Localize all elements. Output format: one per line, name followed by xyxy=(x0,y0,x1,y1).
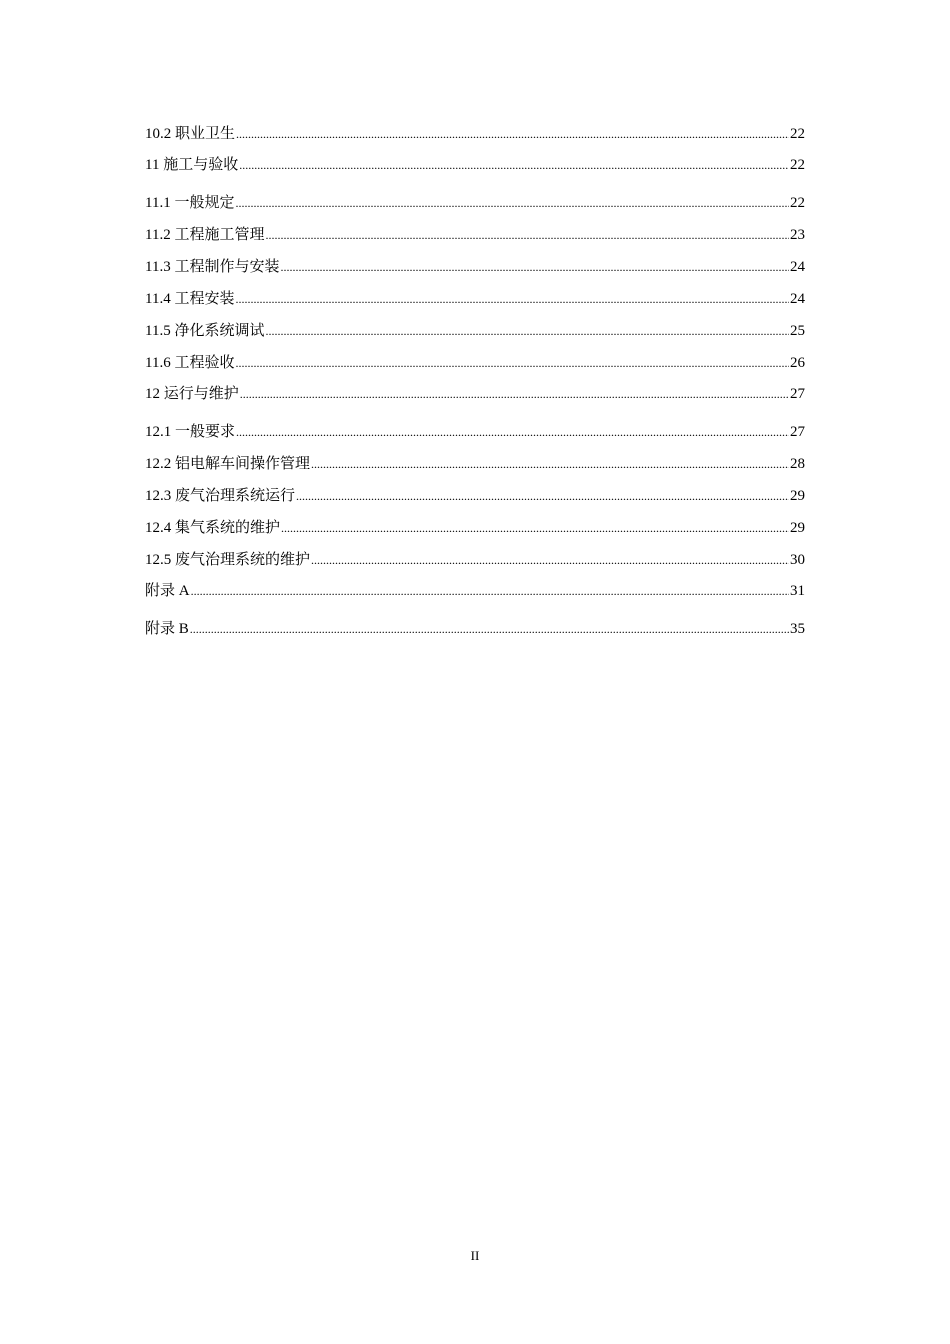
page-number: II xyxy=(470,1248,480,1263)
toc-entry-title: 11.3 工程制作与安装 xyxy=(145,259,280,275)
toc-entry[interactable] xyxy=(145,518,805,538)
toc-entry-page: 28 xyxy=(790,456,805,472)
toc-entry-title: 11.5 净化系统调试 xyxy=(145,323,265,339)
toc-entry[interactable] xyxy=(145,321,805,341)
toc-entry-page: 23 xyxy=(790,227,805,243)
toc-leader-dots xyxy=(265,321,789,341)
toc-entry-page: 24 xyxy=(790,291,805,307)
toc-entry[interactable] xyxy=(145,225,805,245)
toc-leader-dots xyxy=(190,619,789,639)
toc-entry-title: 12.1 一般要求 xyxy=(145,424,236,440)
toc-leader-dots xyxy=(311,550,789,570)
toc-entry-page: 22 xyxy=(790,195,805,211)
toc-entry[interactable] xyxy=(145,124,805,144)
toc-entry[interactable] xyxy=(145,422,805,442)
toc-leader-dots xyxy=(311,454,789,474)
toc-leader-dots xyxy=(235,353,789,373)
toc-entry-title: 11.6 工程验收 xyxy=(145,355,235,371)
toc-entry-title: 11.2 工程施工管理 xyxy=(145,227,265,243)
toc-entry[interactable] xyxy=(145,619,805,639)
toc-entry-page: 29 xyxy=(790,520,805,536)
toc-entry-page: 22 xyxy=(790,126,805,142)
toc-entry[interactable] xyxy=(145,581,805,601)
toc-leader-dots xyxy=(235,193,789,213)
toc-entry-page: 30 xyxy=(790,552,805,568)
toc-entry-title: 12.3 废气治理系统运行 xyxy=(145,488,296,504)
toc-entry-title: 11.1 一般规定 xyxy=(145,195,235,211)
toc-entry[interactable] xyxy=(145,486,805,506)
toc-entry-title: 12.4 集气系统的维护 xyxy=(145,520,281,536)
toc-entry[interactable] xyxy=(145,550,805,570)
toc-leader-dots xyxy=(265,225,789,245)
toc-entry-title: 12.2 铝电解车间操作管理 xyxy=(145,456,311,472)
toc-entry-title: 12 运行与维护 xyxy=(145,386,239,402)
toc-entry[interactable] xyxy=(145,384,805,404)
toc-entry[interactable] xyxy=(145,289,805,309)
toc-entry-page: 35 xyxy=(790,621,805,637)
toc-entry-page: 24 xyxy=(790,259,805,275)
toc-leader-dots xyxy=(240,384,789,404)
toc-entry[interactable] xyxy=(145,155,805,175)
toc-entry-page: 27 xyxy=(790,424,805,440)
toc-entry[interactable] xyxy=(145,353,805,373)
toc-entry[interactable] xyxy=(145,193,805,213)
toc-entry[interactable] xyxy=(145,454,805,474)
toc-leader-dots xyxy=(235,289,789,309)
toc-leader-dots xyxy=(191,581,789,601)
toc-leader-dots xyxy=(280,257,789,277)
toc-entry-page: 26 xyxy=(790,355,805,371)
toc-leader-dots xyxy=(236,422,789,442)
toc-entry-page: 25 xyxy=(790,323,805,339)
toc-entry-page: 29 xyxy=(790,488,805,504)
toc-entry-title: 11.4 工程安装 xyxy=(145,291,235,307)
toc-entry-title: 10.2 职业卫生 xyxy=(145,126,236,142)
toc-entry-page: 22 xyxy=(790,157,805,173)
toc-leader-dots xyxy=(281,518,789,538)
toc-entry-title: 附录 B xyxy=(145,621,189,637)
toc-entry-title: 12.5 废气治理系统的维护 xyxy=(145,552,311,568)
toc-entry-title: 11 施工与验收 xyxy=(145,157,239,173)
toc-leader-dots xyxy=(236,124,789,144)
toc-entry[interactable] xyxy=(145,257,805,277)
toc-leader-dots xyxy=(296,486,789,506)
toc-leader-dots xyxy=(239,155,789,175)
toc-entry-title: 附录 A xyxy=(145,583,190,599)
toc-entry-page: 27 xyxy=(790,386,805,402)
toc-entry-page: 31 xyxy=(790,583,805,599)
